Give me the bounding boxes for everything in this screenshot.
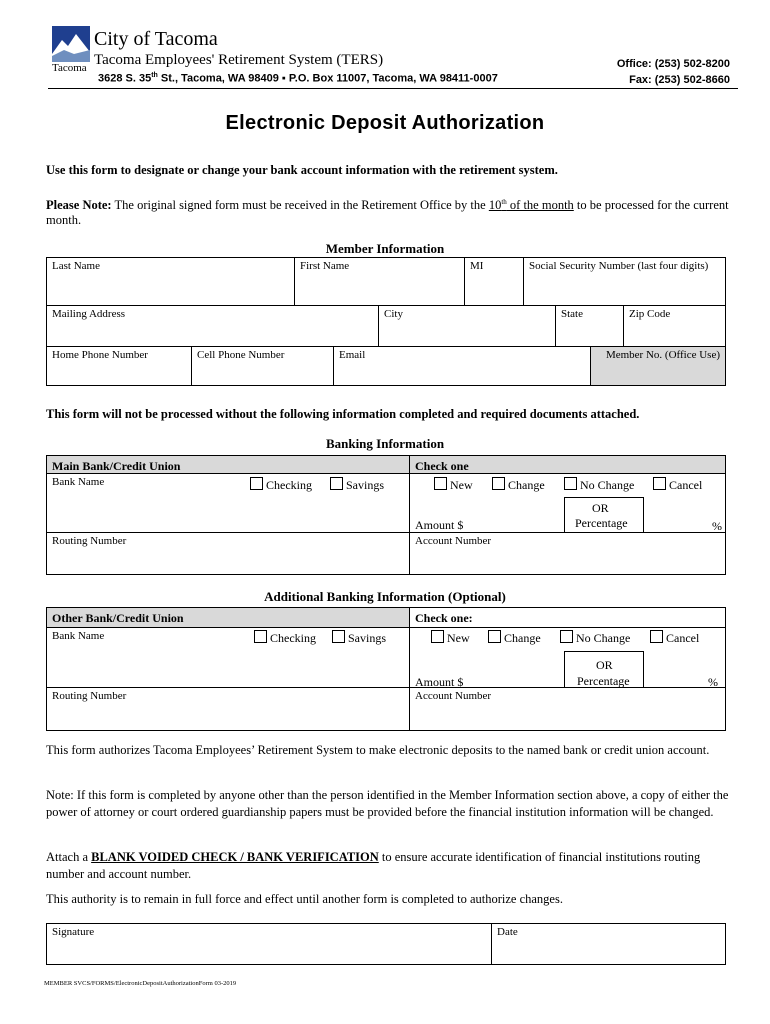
other-checking-option[interactable]: Checking xyxy=(254,630,316,646)
change-checkbox[interactable] xyxy=(488,630,501,643)
attach-instruction: Attach a BLANK VOIDED CHECK / BANK VERIFICATION to ensure accurate identification of financial institutions routing number and account number. xyxy=(46,850,701,881)
additional-banking-title: Additional Banking Information (Optional) xyxy=(264,589,506,604)
email-field[interactable]: Email xyxy=(333,346,591,386)
checking-checkbox[interactable] xyxy=(254,630,267,643)
main-bank-name-field[interactable]: Bank Name xyxy=(46,473,410,533)
form-footer: MEMBER SVCS/FORMS/ElectronicDepositAuthorizationForm 03-2019 xyxy=(44,980,237,987)
other-bank-table xyxy=(46,607,732,731)
other-savings-option[interactable]: Savings xyxy=(332,630,386,646)
authority-text: This authority is to remain in full force and effect until another form is completed to authorize changes. xyxy=(46,892,563,906)
other-change-option[interactable]: Change xyxy=(488,630,541,646)
main-bank-header: Main Bank/Credit Union xyxy=(46,455,410,474)
please-note: Please Note: The original signed form must be received in the Retirement Office by the 10th of the month to be processed for the current month. xyxy=(46,198,729,228)
office-phone: Office: (253) 502-8200 xyxy=(616,58,730,70)
processing-warning: This form will not be processed without the following information completed and required documents attached. xyxy=(46,407,640,421)
member-info-table xyxy=(46,257,726,386)
state-field[interactable]: State xyxy=(555,305,624,347)
main-savings-option[interactable]: Savings xyxy=(330,477,384,493)
new-checkbox[interactable] xyxy=(434,477,447,490)
main-new-option[interactable]: New xyxy=(434,477,473,493)
check-one-other-header: Check one: xyxy=(409,607,726,628)
org-address: 3628 S. 35th St., Tacoma, WA 98409 ▪ P.O. Box 11007, Tacoma, WA 98411-0007 xyxy=(98,72,498,85)
logo-text: Tacoma xyxy=(52,62,87,74)
city-of-tacoma-logo xyxy=(52,26,90,76)
form-title: Electronic Deposit Authorization xyxy=(225,112,545,134)
authorization-text: This form authorizes Tacoma Employees’ Retirement System to make electronic deposits to the named bank or credit union account. xyxy=(46,743,710,757)
member-number-office-use: Member No. (Office Use) xyxy=(590,346,726,386)
org-subtitle: Tacoma Employees' Retirement System (TERS) xyxy=(94,52,384,68)
ssn-last-four-field[interactable]: Social Security Number (last four digits) xyxy=(523,257,726,306)
last-name-field[interactable]: Last Name xyxy=(46,257,295,306)
org-name: City of Tacoma xyxy=(94,28,218,50)
savings-checkbox[interactable] xyxy=(332,630,345,643)
middle-initial-field[interactable]: MI xyxy=(464,257,524,306)
main-routing-number-field[interactable]: Routing Number xyxy=(46,532,410,575)
other-percentage-label: Percentage xyxy=(577,674,630,688)
check-one-header: Check one xyxy=(409,455,726,474)
main-cancel-option[interactable]: Cancel xyxy=(653,477,702,493)
main-percent-sign: % xyxy=(712,519,722,533)
other-no-change-option[interactable]: No Change xyxy=(560,630,630,646)
fax-number: Fax: (253) 502-8660 xyxy=(629,74,730,86)
main-change-option[interactable]: Change xyxy=(492,477,545,493)
other-bank-header: Other Bank/Credit Union xyxy=(46,607,410,628)
main-account-number-field[interactable]: Account Number xyxy=(409,532,726,575)
main-bank-table xyxy=(46,455,732,575)
guardianship-note: Note: If this form is completed by anyone other than the person identified in the Member Information section above, a copy of either the power of attorney or court ordered guardianship papers must be provided before the financial institution information will be changed. xyxy=(46,788,729,819)
no-change-checkbox[interactable] xyxy=(560,630,573,643)
member-info-title: Member Information xyxy=(325,241,445,256)
main-checking-option[interactable]: Checking xyxy=(250,477,312,493)
date-field[interactable]: Date xyxy=(491,923,726,965)
change-checkbox[interactable] xyxy=(492,477,505,490)
signature-field[interactable]: Signature xyxy=(46,923,492,965)
other-account-number-field[interactable]: Account Number xyxy=(409,687,726,731)
other-bank-name-field[interactable]: Bank Name xyxy=(46,627,410,688)
header-divider xyxy=(48,88,738,89)
main-amount-label: Amount $ xyxy=(415,518,464,532)
main-percentage-label: Percentage xyxy=(575,516,628,530)
other-or-label: OR xyxy=(596,658,613,672)
main-or-label: OR xyxy=(592,501,609,515)
zip-code-field[interactable]: Zip Code xyxy=(623,305,726,347)
intro-text: Use this form to designate or change your bank account information with the retirement system. xyxy=(46,163,558,177)
home-phone-field[interactable]: Home Phone Number xyxy=(46,346,192,386)
mailing-address-field[interactable]: Mailing Address xyxy=(46,305,379,347)
office-contact xyxy=(617,56,730,88)
other-cancel-option[interactable]: Cancel xyxy=(650,630,699,646)
other-routing-number-field[interactable]: Routing Number xyxy=(46,687,410,731)
other-amount-label: Amount $ xyxy=(415,675,464,689)
new-checkbox[interactable] xyxy=(431,630,444,643)
first-name-field[interactable]: First Name xyxy=(294,257,465,306)
signature-table xyxy=(46,923,726,965)
cell-phone-field[interactable]: Cell Phone Number xyxy=(191,346,334,386)
savings-checkbox[interactable] xyxy=(330,477,343,490)
city-field[interactable]: City xyxy=(378,305,556,347)
checking-checkbox[interactable] xyxy=(250,477,263,490)
cancel-checkbox[interactable] xyxy=(653,477,666,490)
banking-info-title: Banking Information xyxy=(325,436,445,451)
no-change-checkbox[interactable] xyxy=(564,477,577,490)
cancel-checkbox[interactable] xyxy=(650,630,663,643)
other-percent-sign: % xyxy=(708,675,718,689)
main-no-change-option[interactable]: No Change xyxy=(564,477,634,493)
other-new-option[interactable]: New xyxy=(431,630,470,646)
